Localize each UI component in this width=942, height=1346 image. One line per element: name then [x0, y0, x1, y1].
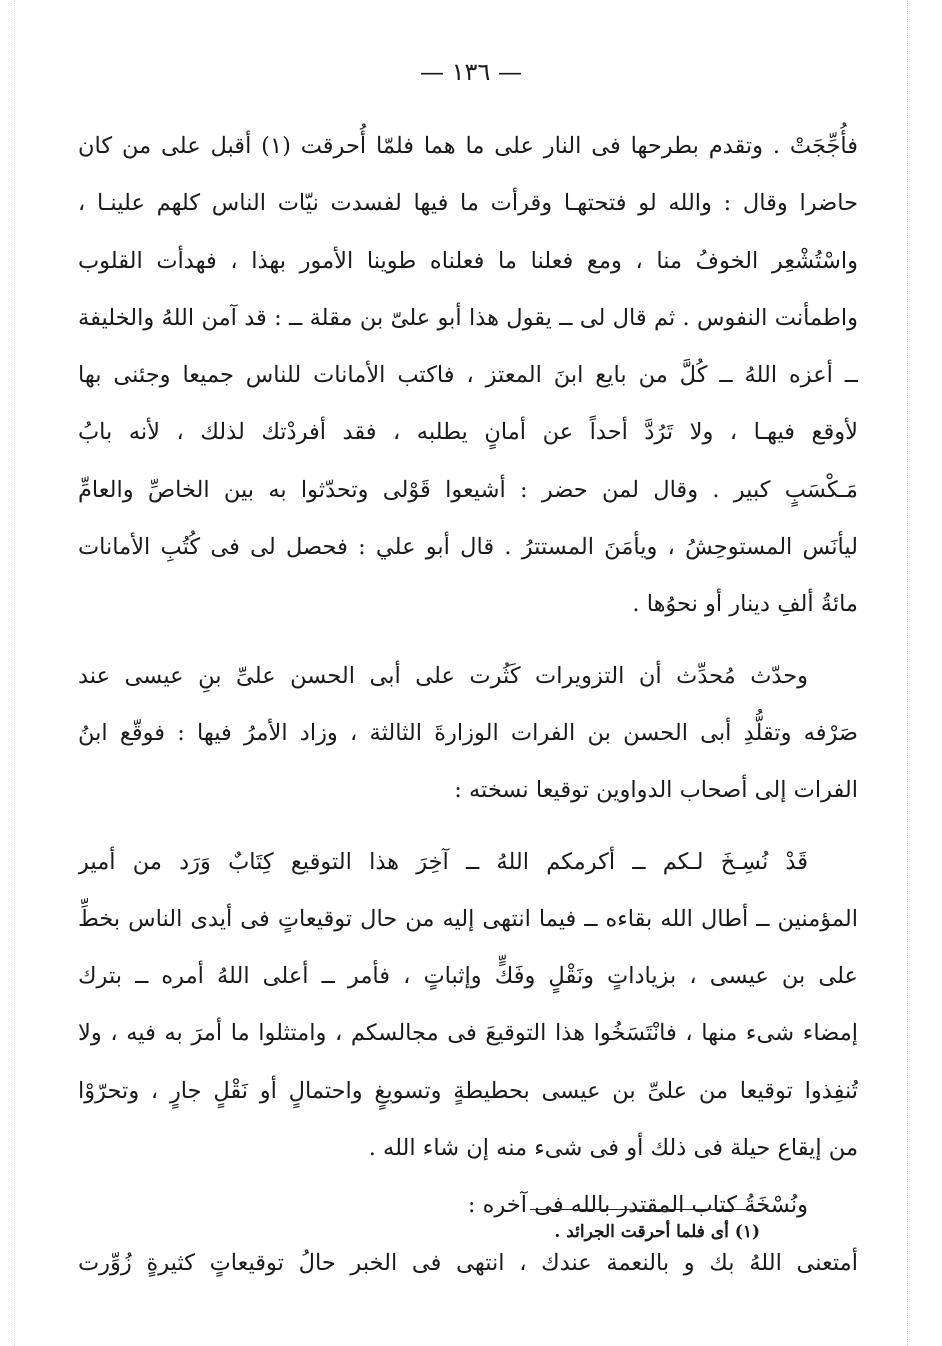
main-text — [78, 118, 858, 1292]
text-line: ونُسْخَةُ كتاب المقتدر بالله فى آخره : — [467, 1192, 808, 1219]
text-line: مائةُ ألفِ دينار أو نحوُها . — [632, 591, 858, 618]
text-line: لأوقع فيهـا ، ولا تَرُدَّ أحداً عن أمانٍ يطلبه ، فقد أفردْتك لذلك ، لأنه بابُ — [78, 419, 858, 446]
paragraph-gap — [78, 820, 858, 834]
text-line: المؤمنين ــ أطال الله بقاءه ــ فيما انتهى إليه من حال توقيعاتٍ فى أيدى الناس بخطِّ — [78, 905, 858, 932]
text-line: واطمأنت النفوس . ثم قال لى ــ يقول هذا أبو علىّ بن مقلة ــ : قد آمن اللهُ والخليفة — [78, 304, 858, 331]
text-line: صَرْفه وتقلُّدِ أبى الحسن بن الفرات الوزارةَ الثالثة ، وزاد الأمرُ فيها : فوقّع ابنُ — [78, 719, 858, 746]
scan-edge-left — [14, 0, 16, 1346]
footnote-rule — [530, 1209, 762, 1210]
text-line: الفرات إلى أصحاب الدواوين توقيعا نسخته : — [454, 777, 858, 804]
text-line: أمتعنى اللهُ بك و بالنعمة عندك ، انتهى فى الخبر حالُ توقيعاتٍ كثيرةٍ زُوِّرت — [78, 1249, 858, 1276]
text-line: على بن عيسى ، بزياداتٍ ونَقْلٍ وفَكٍّ وإثباتٍ ، فأمر ــ أعلى اللهُ أمره ــ بترك — [78, 963, 858, 990]
text-line: قَدْ نُسِـخَ لـكم ــ أكرمكم اللهُ ــ آخِرَ هذا التوقيع كِتَابٌ وَرَد من أمير — [78, 848, 808, 875]
text-line: وحدّث مُحدِّث أن التزويرات كَثُرت على أبى الحسن علىِّ بنِ عيسى عند — [78, 662, 808, 689]
text-line: ــ أعزه اللهُ ــ كُلَّ من بايع ابنَ المعتز ، فاكتب الأمانات للناس جميعا وجئنى بها — [78, 362, 858, 389]
text-line: من إيقاع حيلة فى ذلك أو فى شىء منه إن شاء الله . — [368, 1135, 858, 1162]
scan-edge-right — [906, 0, 908, 1346]
text-line: حاضرا وقال : والله لو فتحتهـا وقرأت ما فيها لفسدت نيّات الناس كلهم علينـا ، — [78, 190, 858, 217]
text-line: ليأنَس المستوحِشُ ، ويأمَنَ المستترُ . قال أبو علي : فحصل لى فى كُتُبِ الأمانات — [78, 534, 858, 561]
paragraph-gap — [78, 634, 858, 648]
text-line: مَـكْسَبٍ كبير . وقال لمن حضر : أشيعوا قَوْلى وتحدّثوا به بين الخاصِّ والعامِّ — [78, 476, 858, 503]
footnote: (١) أى فلما أحرقت الجرائد . — [554, 1222, 760, 1242]
page-number: — ١٣٦ — — [420, 58, 522, 86]
text-line: تُنفِذوا توقيعا من علىِّ بن عيسى بحطيطةٍ وتسويغٍ واحتمالٍ أو نَقْلٍ جارٍ ، وتحرّوْا — [78, 1077, 858, 1104]
text-line: فأُجِّجَتْ . وتقدم بطرحها فى النار على ما هما فلمّا أُحرقت (١) أقبل على من كان — [78, 133, 858, 159]
text-line: واسْتُشْعِر الخوفُ منا ، ومع فعلنا ما فعلناه طوينا الأمور بهذا ، فهدأت القلوب — [78, 247, 858, 274]
text-line: إمضاء شىء منها ، فانْتَسَخُوا هذا التوقيعَ فى مجالسكم ، وامتثلوا ما أمرَ به فيه ، ولا — [78, 1020, 858, 1047]
